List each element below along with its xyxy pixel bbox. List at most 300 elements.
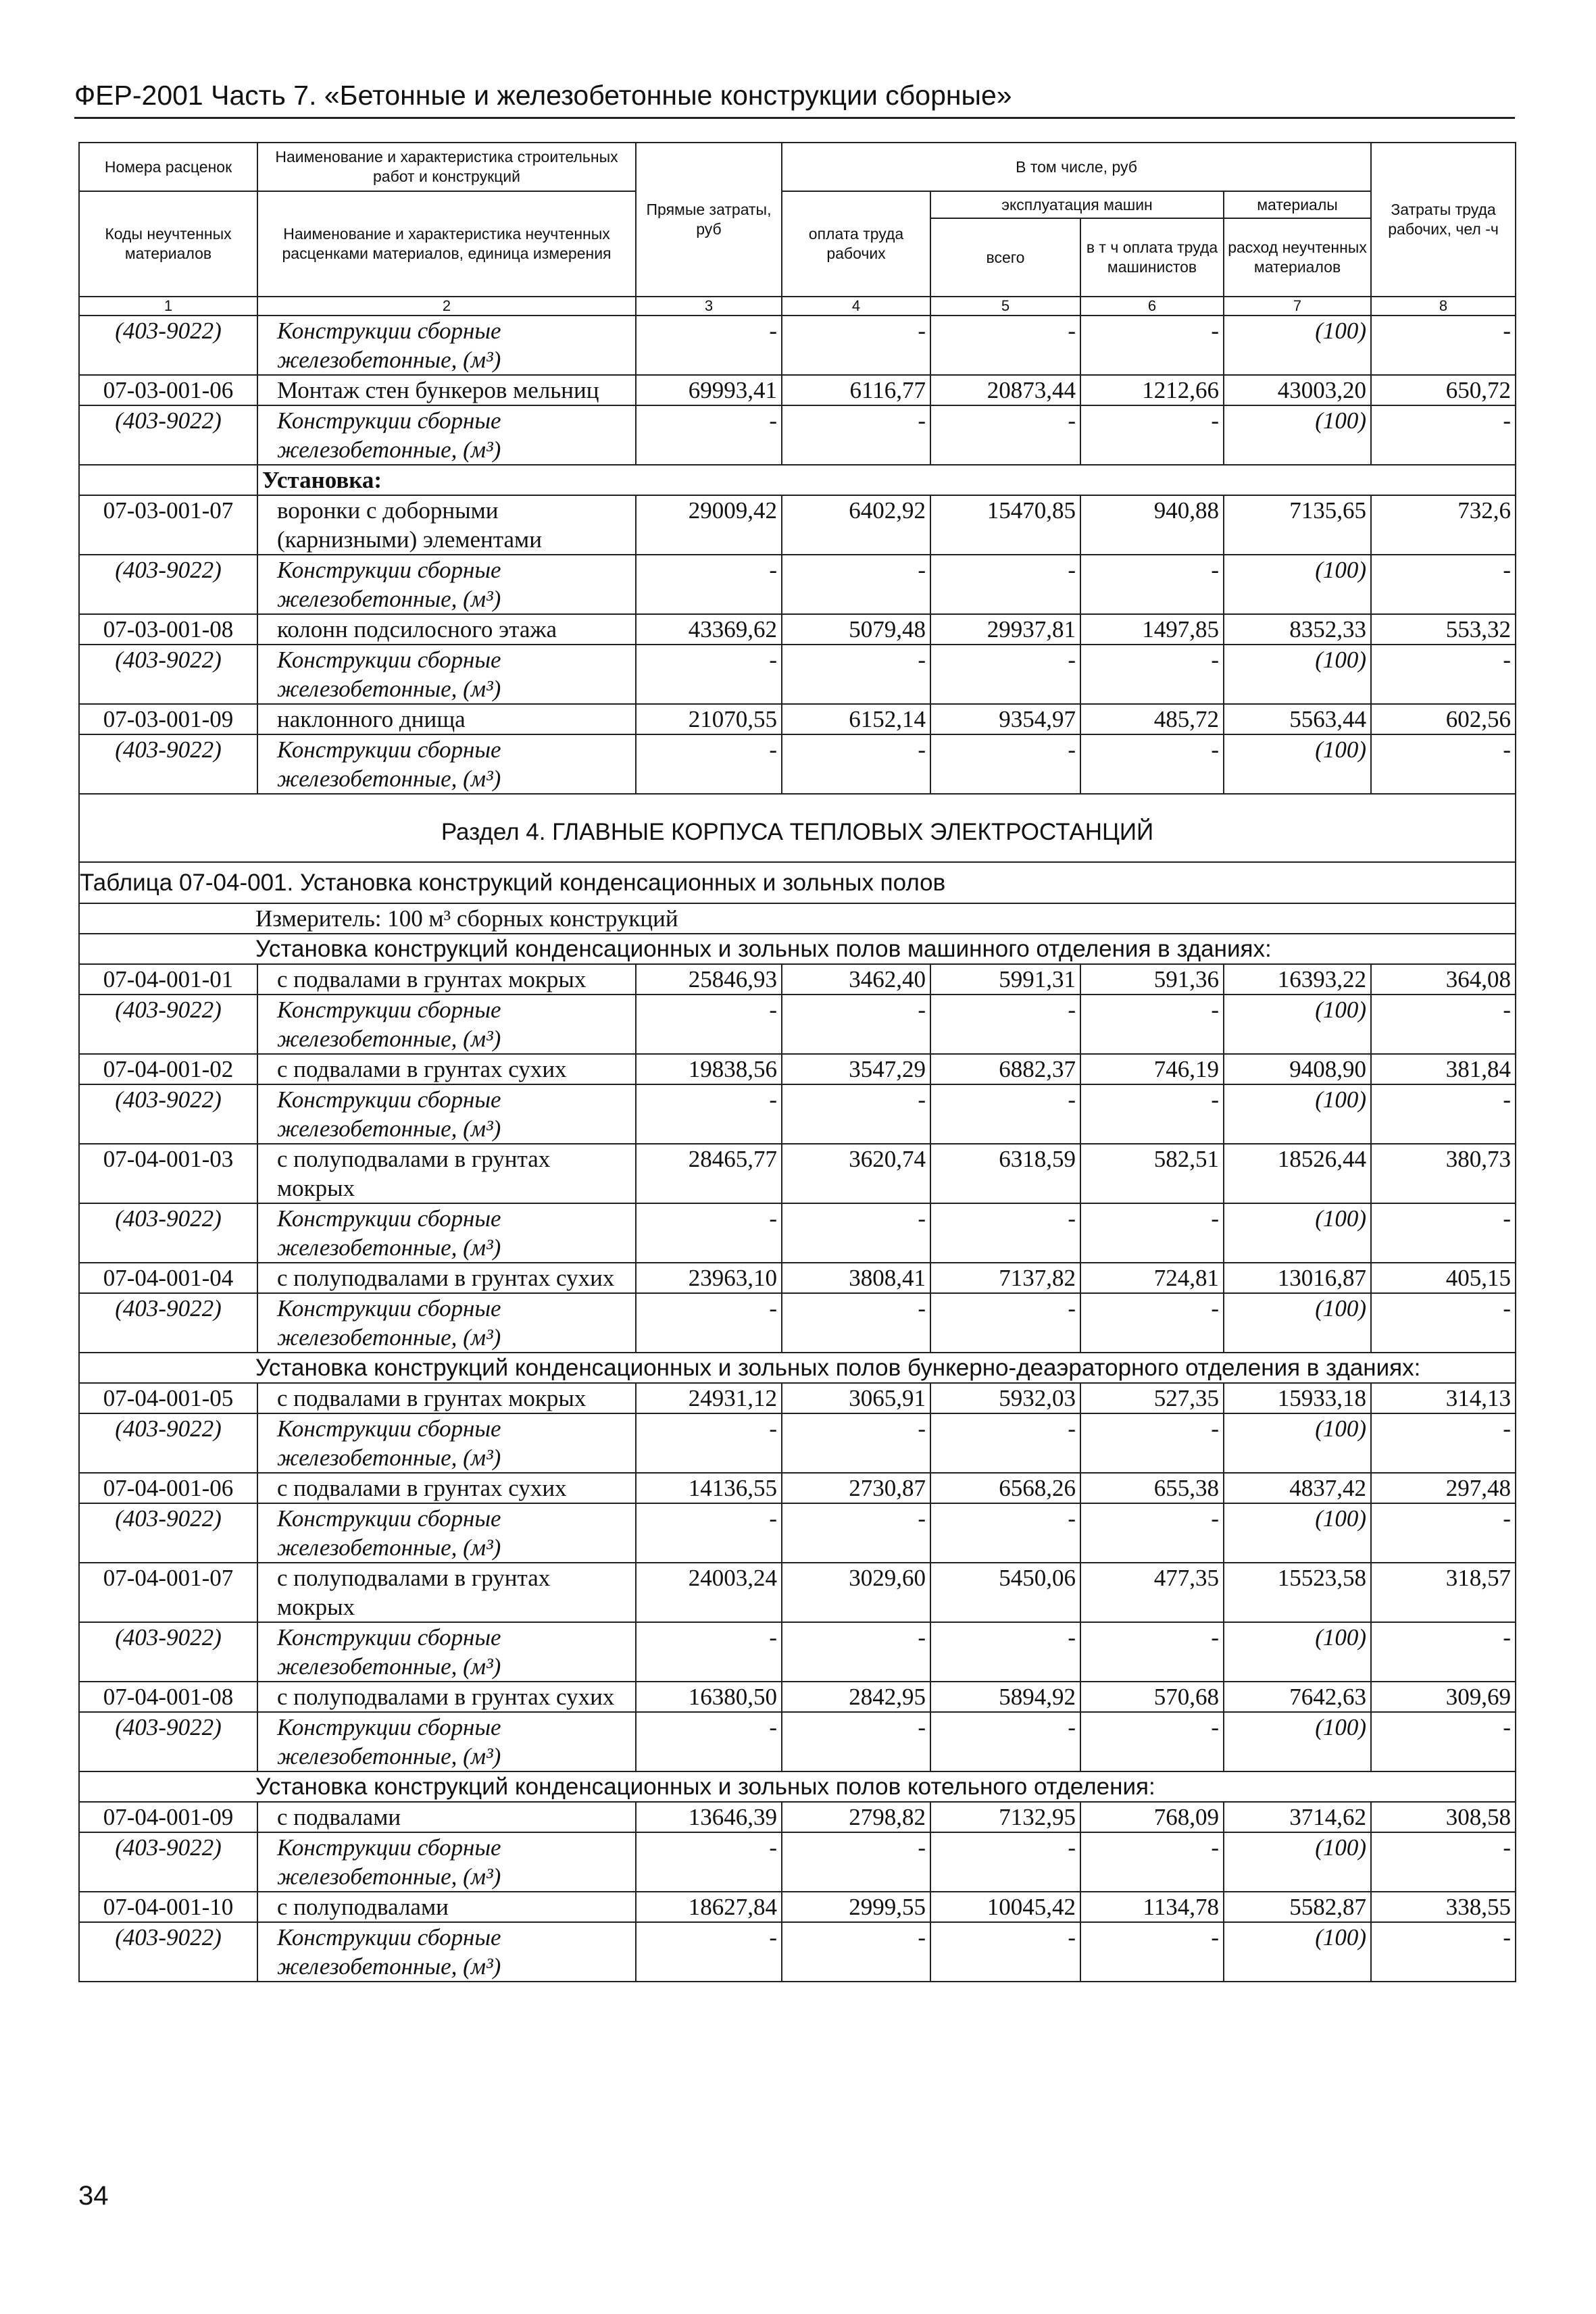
labor-hours-value: 381,84 xyxy=(1371,1054,1516,1084)
material-name: Конструкции сборные железобетонные, (м³) xyxy=(257,1832,636,1892)
machinist-pay-value: - xyxy=(1080,1712,1224,1771)
materials-value: 5582,87 xyxy=(1224,1892,1371,1922)
material-row xyxy=(79,1503,1516,1563)
labor-hours-value: 338,55 xyxy=(1371,1892,1516,1922)
worker-pay-value: 3620,74 xyxy=(782,1144,930,1203)
worker-pay-value: - xyxy=(782,1622,930,1682)
rate-row xyxy=(79,1682,1516,1712)
direct-costs-value: 13646,39 xyxy=(636,1802,782,1832)
rate-code: 07-04-001-06 xyxy=(79,1473,257,1503)
group-title: Установка конструкций конденсационных и зольных полов машинного отделения в зданиях: xyxy=(79,934,1516,964)
work-name: с подвалами xyxy=(257,1802,636,1832)
rate-row xyxy=(79,495,1516,555)
materials-value: (100) xyxy=(1224,1503,1371,1563)
col-number: 5 xyxy=(930,297,1080,316)
direct-costs-value: - xyxy=(636,995,782,1054)
rate-row xyxy=(79,614,1516,645)
machines-total-value: - xyxy=(930,734,1080,794)
direct-costs-value: 14136,55 xyxy=(636,1473,782,1503)
machinist-pay-value: 591,36 xyxy=(1080,964,1224,995)
table-body-install xyxy=(79,495,1516,794)
direct-costs-value: 69993,41 xyxy=(636,375,782,405)
group-title-row xyxy=(79,934,1516,964)
install-label-section xyxy=(79,465,1516,495)
material-name: Конструкции сборные железобетонные, (м³) xyxy=(257,1922,636,1982)
table-title: Таблица 07-04-001. Установка конструкций конденсационных и зольных полов xyxy=(79,862,1516,903)
materials-value: 5563,44 xyxy=(1224,704,1371,734)
col-header-direct-costs: Прямые затраты, руб xyxy=(636,143,782,297)
labor-hours-value: 297,48 xyxy=(1371,1473,1516,1503)
material-code: (403-9022) xyxy=(79,405,257,465)
worker-pay-value: - xyxy=(782,1832,930,1892)
material-code: (403-9022) xyxy=(79,1413,257,1473)
labor-hours-value: - xyxy=(1371,645,1516,704)
materials-value: (100) xyxy=(1224,1712,1371,1771)
worker-pay-value: - xyxy=(782,645,930,704)
labor-hours-value: - xyxy=(1371,405,1516,465)
material-name: Конструкции сборные железобетонные, (м³) xyxy=(257,1712,636,1771)
material-code: (403-9022) xyxy=(79,734,257,794)
direct-costs-value: 24003,24 xyxy=(636,1563,782,1622)
rate-row xyxy=(79,1563,1516,1622)
material-code: (403-9022) xyxy=(79,1203,257,1263)
column-numbers-row xyxy=(79,297,1516,316)
rate-row xyxy=(79,375,1516,405)
material-row xyxy=(79,1622,1516,1682)
machinist-pay-value: 1497,85 xyxy=(1080,614,1224,645)
labor-hours-value: 650,72 xyxy=(1371,375,1516,405)
rate-code: 07-03-001-09 xyxy=(79,704,257,734)
material-name: Конструкции сборные железобетонные, (м³) xyxy=(257,316,636,375)
col-header-work-name: Наименование и характеристика строительных работ и конструкций xyxy=(257,143,636,191)
worker-pay-value: - xyxy=(782,1503,930,1563)
machines-total-value: - xyxy=(930,1413,1080,1473)
worker-pay-value: 6152,14 xyxy=(782,704,930,734)
direct-costs-value: 23963,10 xyxy=(636,1263,782,1293)
work-name: с подвалами в грунтах сухих xyxy=(257,1054,636,1084)
machines-total-value: 5932,03 xyxy=(930,1383,1080,1413)
materials-value: (100) xyxy=(1224,1622,1371,1682)
rate-row xyxy=(79,1144,1516,1203)
material-code: (403-9022) xyxy=(79,1622,257,1682)
machinist-pay-value: 485,72 xyxy=(1080,704,1224,734)
direct-costs-value: - xyxy=(636,555,782,614)
machines-total-value: - xyxy=(930,645,1080,704)
group-title-row xyxy=(79,1353,1516,1383)
machines-total-value: 29937,81 xyxy=(930,614,1080,645)
machines-total-value: - xyxy=(930,1712,1080,1771)
labor-hours-value: 308,58 xyxy=(1371,1802,1516,1832)
materials-value: (100) xyxy=(1224,734,1371,794)
machinist-pay-value: 477,35 xyxy=(1080,1563,1224,1622)
worker-pay-value: - xyxy=(782,1203,930,1263)
material-code: (403-9022) xyxy=(79,1503,257,1563)
rate-code: 07-04-001-04 xyxy=(79,1263,257,1293)
labor-hours-value: - xyxy=(1371,1293,1516,1353)
material-row xyxy=(79,1084,1516,1144)
machinist-pay-value: - xyxy=(1080,995,1224,1054)
section-header xyxy=(79,794,1516,934)
worker-pay-value: 3065,91 xyxy=(782,1383,930,1413)
material-name: Конструкции сборные железобетонные, (м³) xyxy=(257,405,636,465)
table-header xyxy=(79,143,1516,316)
labor-hours-value: - xyxy=(1371,1203,1516,1263)
material-row xyxy=(79,1203,1516,1263)
machinist-pay-value: 527,35 xyxy=(1080,1383,1224,1413)
material-name: Конструкции сборные железобетонные, (м³) xyxy=(257,1084,636,1144)
machinist-pay-value: - xyxy=(1080,555,1224,614)
machines-total-value: - xyxy=(930,405,1080,465)
worker-pay-value: - xyxy=(782,734,930,794)
labor-hours-value: - xyxy=(1371,995,1516,1054)
material-name: Конструкции сборные железобетонные, (м³) xyxy=(257,645,636,704)
work-name: с подвалами в грунтах мокрых xyxy=(257,964,636,995)
col-header-material-consumption: расход неучтенных материалов xyxy=(1224,218,1371,297)
material-name: Конструкции сборные железобетонные, (м³) xyxy=(257,1293,636,1353)
machinist-pay-value: - xyxy=(1080,1084,1224,1144)
worker-pay-value: - xyxy=(782,1712,930,1771)
material-code: (403-9022) xyxy=(79,1832,257,1892)
worker-pay-value: 3462,40 xyxy=(782,964,930,995)
direct-costs-value: - xyxy=(636,645,782,704)
rate-code: 07-03-001-06 xyxy=(79,375,257,405)
direct-costs-value: - xyxy=(636,1622,782,1682)
material-row xyxy=(79,1712,1516,1771)
worker-pay-value: 2999,55 xyxy=(782,1892,930,1922)
col-header-machines-total: всего xyxy=(930,218,1080,297)
direct-costs-value: 21070,55 xyxy=(636,704,782,734)
worker-pay-value: 6116,77 xyxy=(782,375,930,405)
materials-value: 7135,65 xyxy=(1224,495,1371,555)
col-header-rate-numbers: Номера расценок xyxy=(79,143,257,191)
col-header-materials: материалы xyxy=(1224,191,1371,218)
col-number: 6 xyxy=(1080,297,1224,316)
materials-value: 15523,58 xyxy=(1224,1563,1371,1622)
section-title: Раздел 4. ГЛАВНЫЕ КОРПУСА ТЕПЛОВЫХ ЭЛЕКТРОСТАНЦИЙ xyxy=(79,794,1516,862)
labor-hours-value: 364,08 xyxy=(1371,964,1516,995)
col-number: 7 xyxy=(1224,297,1371,316)
material-name: Конструкции сборные железобетонные, (м³) xyxy=(257,555,636,614)
machines-total-value: - xyxy=(930,1203,1080,1263)
col-header-material-name: Наименование и характеристика неучтенных расценками материалов, единица измерения xyxy=(257,191,636,297)
machines-total-value: - xyxy=(930,316,1080,375)
machines-total-value: 6318,59 xyxy=(930,1144,1080,1203)
machinist-pay-value: - xyxy=(1080,1622,1224,1682)
col-header-group: В том числе, руб xyxy=(782,143,1371,191)
worker-pay-value: - xyxy=(782,1293,930,1353)
worker-pay-value: 6402,92 xyxy=(782,495,930,555)
work-name: Монтаж стен бункеров мельниц xyxy=(257,375,636,405)
worker-pay-value: - xyxy=(782,405,930,465)
materials-value: (100) xyxy=(1224,1084,1371,1144)
direct-costs-value: 43369,62 xyxy=(636,614,782,645)
worker-pay-value: 2730,87 xyxy=(782,1473,930,1503)
material-name: Конструкции сборные железобетонные, (м³) xyxy=(257,1503,636,1563)
machinist-pay-value: - xyxy=(1080,1413,1224,1473)
material-row xyxy=(79,995,1516,1054)
direct-costs-value: 24931,12 xyxy=(636,1383,782,1413)
materials-value: 7642,63 xyxy=(1224,1682,1371,1712)
machinist-pay-value: - xyxy=(1080,734,1224,794)
rate-row xyxy=(79,1054,1516,1084)
materials-value: 3714,62 xyxy=(1224,1802,1371,1832)
rate-row xyxy=(79,1473,1516,1503)
material-code: (403-9022) xyxy=(79,1084,257,1144)
materials-value: (100) xyxy=(1224,405,1371,465)
col-header-material-codes: Коды неучтенных материалов xyxy=(79,191,257,297)
labor-hours-value: 732,6 xyxy=(1371,495,1516,555)
materials-value: 18526,44 xyxy=(1224,1144,1371,1203)
install-label-cell-empty xyxy=(79,465,257,495)
material-row xyxy=(79,405,1516,465)
rate-code: 07-04-001-08 xyxy=(79,1682,257,1712)
material-row xyxy=(79,555,1516,614)
machines-total-value: 20873,44 xyxy=(930,375,1080,405)
col-header-machinist-pay: в т ч оплата труда машинистов xyxy=(1080,218,1224,297)
table-body-top xyxy=(79,316,1516,465)
machines-total-value: 5991,31 xyxy=(930,964,1080,995)
rate-code: 07-03-001-07 xyxy=(79,495,257,555)
material-code: (403-9022) xyxy=(79,1293,257,1353)
machines-total-value: 5450,06 xyxy=(930,1563,1080,1622)
col-header-machines: эксплуатация машин xyxy=(930,191,1224,218)
material-row xyxy=(79,734,1516,794)
worker-pay-value: 5079,48 xyxy=(782,614,930,645)
material-row xyxy=(79,645,1516,704)
materials-value: 16393,22 xyxy=(1224,964,1371,995)
labor-hours-value: 318,57 xyxy=(1371,1563,1516,1622)
direct-costs-value: - xyxy=(636,405,782,465)
col-number: 4 xyxy=(782,297,930,316)
direct-costs-value: - xyxy=(636,734,782,794)
direct-costs-value: 25846,93 xyxy=(636,964,782,995)
labor-hours-value: - xyxy=(1371,1832,1516,1892)
machines-total-value: - xyxy=(930,1832,1080,1892)
work-name: с полуподвалами xyxy=(257,1892,636,1922)
material-name: Конструкции сборные железобетонные, (м³) xyxy=(257,995,636,1054)
rate-row xyxy=(79,1263,1516,1293)
col-number: 8 xyxy=(1371,297,1516,316)
worker-pay-value: - xyxy=(782,1084,930,1144)
machinist-pay-value: - xyxy=(1080,1203,1224,1263)
material-name: Конструкции сборные железобетонные, (м³) xyxy=(257,734,636,794)
machines-total-value: - xyxy=(930,995,1080,1054)
install-label: Установка: xyxy=(257,465,1516,495)
material-code: (403-9022) xyxy=(79,555,257,614)
worker-pay-value: 2842,95 xyxy=(782,1682,930,1712)
work-name: с полуподвалами в грунтах мокрых xyxy=(257,1563,636,1622)
work-name: воронки с доборными (карнизными) элементами xyxy=(257,495,636,555)
worker-pay-value: - xyxy=(782,555,930,614)
worker-pay-value: 3547,29 xyxy=(782,1054,930,1084)
machinist-pay-value: - xyxy=(1080,1503,1224,1563)
labor-hours-value: 602,56 xyxy=(1371,704,1516,734)
col-number: 3 xyxy=(636,297,782,316)
materials-value: (100) xyxy=(1224,555,1371,614)
materials-value: (100) xyxy=(1224,1413,1371,1473)
machines-total-value: 10045,42 xyxy=(930,1892,1080,1922)
machines-total-value: - xyxy=(930,1922,1080,1982)
rate-row xyxy=(79,1892,1516,1922)
labor-hours-value: - xyxy=(1371,1712,1516,1771)
labor-hours-value: - xyxy=(1371,316,1516,375)
material-row xyxy=(79,1832,1516,1892)
direct-costs-value: - xyxy=(636,1712,782,1771)
rate-row xyxy=(79,964,1516,995)
machinist-pay-value: 1134,78 xyxy=(1080,1892,1224,1922)
group-title: Установка конструкций конденсационных и зольных полов котельного отделения: xyxy=(79,1771,1516,1802)
machines-total-value: 6882,37 xyxy=(930,1054,1080,1084)
work-name: наклонного днища xyxy=(257,704,636,734)
materials-value: 4837,42 xyxy=(1224,1473,1371,1503)
labor-hours-value: 405,15 xyxy=(1371,1263,1516,1293)
materials-value: 13016,87 xyxy=(1224,1263,1371,1293)
material-name: Конструкции сборные железобетонные, (м³) xyxy=(257,1622,636,1682)
price-table xyxy=(78,142,1516,1982)
direct-costs-value: 19838,56 xyxy=(636,1054,782,1084)
rate-code: 07-04-001-02 xyxy=(79,1054,257,1084)
material-row xyxy=(79,1293,1516,1353)
machines-total-value: - xyxy=(930,1084,1080,1144)
materials-value: 8352,33 xyxy=(1224,614,1371,645)
labor-hours-value: - xyxy=(1371,1922,1516,1982)
labor-hours-value: - xyxy=(1371,555,1516,614)
materials-value: 15933,18 xyxy=(1224,1383,1371,1413)
rate-row xyxy=(79,1802,1516,1832)
machines-total-value: 7132,95 xyxy=(930,1802,1080,1832)
worker-pay-value: - xyxy=(782,1922,930,1982)
machinist-pay-value: - xyxy=(1080,316,1224,375)
rate-code: 07-04-001-03 xyxy=(79,1144,257,1203)
material-name: Конструкции сборные железобетонные, (м³) xyxy=(257,1203,636,1263)
machinist-pay-value: 940,88 xyxy=(1080,495,1224,555)
machines-total-value: 6568,26 xyxy=(930,1473,1080,1503)
machinist-pay-value: 1212,66 xyxy=(1080,375,1224,405)
work-name: с полуподвалами в грунтах сухих xyxy=(257,1263,636,1293)
material-code: (403-9022) xyxy=(79,995,257,1054)
machines-total-value: 7137,82 xyxy=(930,1263,1080,1293)
labor-hours-value: 553,32 xyxy=(1371,614,1516,645)
materials-value: (100) xyxy=(1224,995,1371,1054)
labor-hours-value: 380,73 xyxy=(1371,1144,1516,1203)
materials-value: (100) xyxy=(1224,1922,1371,1982)
material-name: Конструкции сборные железобетонные, (м³) xyxy=(257,1413,636,1473)
materials-value: 9408,90 xyxy=(1224,1054,1371,1084)
worker-pay-value: 3808,41 xyxy=(782,1263,930,1293)
machines-total-value: - xyxy=(930,1622,1080,1682)
rate-code: 07-04-001-05 xyxy=(79,1383,257,1413)
labor-hours-value: - xyxy=(1371,1503,1516,1563)
machinist-pay-value: - xyxy=(1080,1922,1224,1982)
rate-code: 07-04-001-09 xyxy=(79,1802,257,1832)
work-name: с подвалами в грунтах сухих xyxy=(257,1473,636,1503)
direct-costs-value: 16380,50 xyxy=(636,1682,782,1712)
direct-costs-value: 29009,42 xyxy=(636,495,782,555)
work-name: колонн подсилосного этажа xyxy=(257,614,636,645)
col-header-worker-pay: оплата труда рабочих xyxy=(782,191,930,297)
col-header-labor: Затраты труда рабочих, чел -ч xyxy=(1371,143,1516,297)
machinist-pay-value: - xyxy=(1080,1293,1224,1353)
worker-pay-value: - xyxy=(782,1413,930,1473)
materials-value: (100) xyxy=(1224,645,1371,704)
machines-total-value: - xyxy=(930,1293,1080,1353)
direct-costs-value: - xyxy=(636,1413,782,1473)
page-header: ФЕР-2001 Часть 7. «Бетонные и железобетонные конструкции сборные» xyxy=(74,80,1515,119)
worker-pay-value: - xyxy=(782,995,930,1054)
work-name: с полуподвалами в грунтах сухих xyxy=(257,1682,636,1712)
direct-costs-value: - xyxy=(636,1922,782,1982)
labor-hours-value: - xyxy=(1371,1413,1516,1473)
machinist-pay-value: 768,09 xyxy=(1080,1802,1224,1832)
materials-value: (100) xyxy=(1224,316,1371,375)
page-number: 34 xyxy=(78,2181,109,2211)
direct-costs-value: 28465,77 xyxy=(636,1144,782,1203)
material-code: (403-9022) xyxy=(79,316,257,375)
machinist-pay-value: 570,68 xyxy=(1080,1682,1224,1712)
table-body-groups xyxy=(79,934,1516,1982)
machinist-pay-value: 724,81 xyxy=(1080,1263,1224,1293)
materials-value: (100) xyxy=(1224,1203,1371,1263)
rate-code: 07-04-001-07 xyxy=(79,1563,257,1622)
materials-value: (100) xyxy=(1224,1832,1371,1892)
direct-costs-value: - xyxy=(636,1084,782,1144)
machines-total-value: - xyxy=(930,555,1080,614)
worker-pay-value: 3029,60 xyxy=(782,1563,930,1622)
machinist-pay-value: - xyxy=(1080,645,1224,704)
machines-total-value: 15470,85 xyxy=(930,495,1080,555)
material-code: (403-9022) xyxy=(79,1712,257,1771)
material-row xyxy=(79,316,1516,375)
rate-row xyxy=(79,704,1516,734)
work-name: с подвалами в грунтах мокрых xyxy=(257,1383,636,1413)
materials-value: 43003,20 xyxy=(1224,375,1371,405)
material-row xyxy=(79,1413,1516,1473)
col-number: 1 xyxy=(79,297,257,316)
direct-costs-value: - xyxy=(636,1203,782,1263)
direct-costs-value: - xyxy=(636,316,782,375)
labor-hours-value: - xyxy=(1371,734,1516,794)
col-number: 2 xyxy=(257,297,636,316)
worker-pay-value: 2798,82 xyxy=(782,1802,930,1832)
labor-hours-value: 314,13 xyxy=(1371,1383,1516,1413)
machinist-pay-value: - xyxy=(1080,405,1224,465)
worker-pay-value: - xyxy=(782,316,930,375)
measure-unit: Измеритель: 100 м³ сборных конструкций xyxy=(79,903,1516,934)
material-row xyxy=(79,1922,1516,1982)
machines-total-value: 5894,92 xyxy=(930,1682,1080,1712)
direct-costs-value: - xyxy=(636,1293,782,1353)
rate-code: 07-04-001-01 xyxy=(79,964,257,995)
direct-costs-value: - xyxy=(636,1832,782,1892)
rate-row xyxy=(79,1383,1516,1413)
machinist-pay-value: 655,38 xyxy=(1080,1473,1224,1503)
rate-code: 07-03-001-08 xyxy=(79,614,257,645)
group-title: Установка конструкций конденсационных и зольных полов бункерно-деаэраторного отделения в зданиях: xyxy=(79,1353,1516,1383)
machines-total-value: - xyxy=(930,1503,1080,1563)
rate-code: 07-04-001-10 xyxy=(79,1892,257,1922)
machinist-pay-value: 582,51 xyxy=(1080,1144,1224,1203)
material-code: (403-9022) xyxy=(79,645,257,704)
machinist-pay-value: - xyxy=(1080,1832,1224,1892)
labor-hours-value: - xyxy=(1371,1084,1516,1144)
labor-hours-value: - xyxy=(1371,1622,1516,1682)
direct-costs-value: 18627,84 xyxy=(636,1892,782,1922)
labor-hours-value: 309,69 xyxy=(1371,1682,1516,1712)
machinist-pay-value: 746,19 xyxy=(1080,1054,1224,1084)
direct-costs-value: - xyxy=(636,1503,782,1563)
group-title-row xyxy=(79,1771,1516,1802)
material-code: (403-9022) xyxy=(79,1922,257,1982)
